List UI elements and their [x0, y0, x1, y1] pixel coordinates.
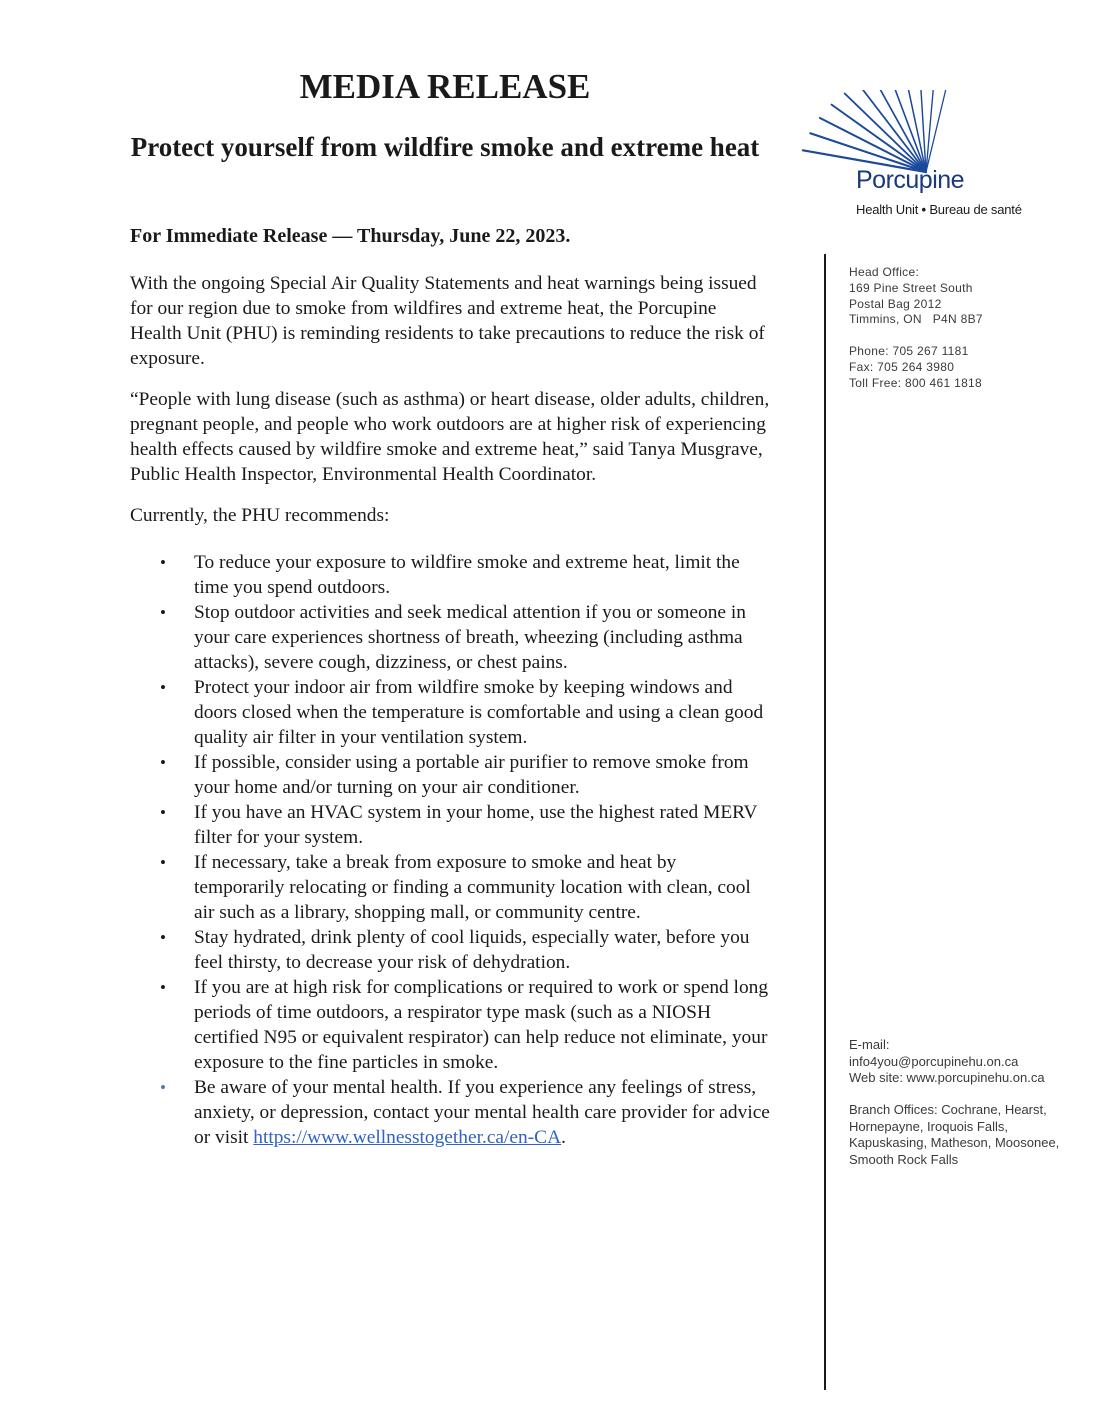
bullet-icon: •: [160, 978, 166, 997]
list-item-end: .: [561, 1127, 566, 1148]
list-item: [130, 600, 770, 675]
address-line: 169 Pine Street South: [849, 280, 973, 295]
bullet-icon: •: [160, 553, 166, 572]
list-item-text: Protect your indoor air from wildfire smoke by keeping windows and doors closed when the temperature is comfortable and using a clean good quality air filter in your ventilation system.: [194, 677, 764, 748]
website[interactable]: Web site: www.porcupinehu.on.ca: [849, 1070, 1045, 1085]
wellness-together-link[interactable]: https://www.wellnesstogether.ca/en-CA: [253, 1127, 562, 1148]
bullet-icon: •: [160, 678, 166, 697]
logo-ray: [832, 105, 926, 172]
list-item: [130, 975, 770, 1075]
email-address[interactable]: info4you@porcupinehu.on.ca: [849, 1053, 1019, 1069]
branch-offices: Branch Offices: Cochrane, Hearst, Hornepayne, Iroquois Falls, Kapuskasing, Matheson, Moosonee, Smooth Rock Falls: [849, 1102, 1060, 1167]
bullet-icon: •: [160, 603, 166, 622]
address-line: Postal Bag 2012: [849, 296, 942, 311]
logo-tagline-french: Bureau de santé: [929, 202, 1022, 217]
list-item: [130, 850, 770, 925]
bullet-icon: •: [160, 928, 166, 947]
list-item-text: Stop outdoor activities and seek medical attention if you or someone in your care experiences shortness of breath, wheezing (including asthma attacks), severe cough, dizziness, or chest pains.: [194, 602, 746, 673]
list-item: [130, 925, 770, 975]
page-title: MEDIA RELEASE: [299, 67, 591, 106]
list-item-text: If you have an HVAC system in your home, use the highest rated MERV filter for your system.: [194, 802, 758, 848]
logo-tagline-english: Health Unit: [856, 202, 919, 217]
porcupine-logo-icon: [778, 90, 1048, 220]
list-item-text: To reduce your exposure to wildfire smoke and extreme heat, limit the time you spend outdoors.: [194, 552, 740, 598]
list-item: [130, 1075, 770, 1150]
head-office-block: [849, 265, 983, 328]
list-item: [130, 550, 770, 600]
head-office-label: Head Office:: [849, 265, 920, 279]
recommendations-intro: Currently, the PHU recommends:: [130, 505, 390, 526]
bullet-icon: •: [160, 753, 166, 772]
list-item-text: Stay hydrated, drink plenty of cool liquids, especially water, before you feel thirsty, to decrease your risk of dehydration.: [194, 927, 750, 973]
list-item-text: If possible, consider using a portable air purifier to remove smoke from your home and/or turning on your air conditioner.: [194, 752, 749, 798]
logo-ray: [926, 90, 934, 172]
address-line: Timmins, ON P4N 8B7: [849, 312, 983, 327]
recommendations-list: [130, 550, 770, 1150]
toll-free-number: Toll Free: 800 461 1818: [849, 375, 982, 390]
bullet-icon: •: [160, 1078, 166, 1097]
list-item-text: Be aware of your mental health. If you experience any feelings of stress, anxiety, or depression, contact your mental health care provider for advice or visit: [194, 1077, 770, 1148]
list-item-text: If necessary, take a break from exposure to smoke and heat by temporarily relocating or finding a community location with clean, cool air such as a library, shopping mall, or community centre.: [194, 852, 751, 923]
fax-number: Fax: 705 264 3980: [849, 359, 955, 374]
list-item-text: If you are at high risk for complications or required to work or spend long periods of time outdoors, a respirator type mask (such as a NIOSH certified N95 or equivalent respirator) can help reduce not eliminate, your exposure to the fine particles in smoke.: [194, 977, 769, 1073]
body-paragraph: With the ongoing Special Air Quality Statements and heat warnings being issued for our region due to smoke from wildfires and extreme heat, the Porcupine Health Unit (PHU) is reminding residents to take precautions to reduce the risk of exposure.: [130, 273, 765, 369]
bullet-icon: •: [160, 853, 166, 872]
list-item: [130, 800, 770, 850]
web-contact-block: [849, 1037, 1045, 1087]
list-item: [130, 750, 770, 800]
email-label: E-mail:: [849, 1037, 890, 1052]
contact-block: [849, 344, 982, 391]
list-item: [130, 675, 770, 750]
sidebar-divider: [824, 254, 826, 1390]
page-subtitle: Protect yourself from wildfire smoke and extreme heat: [130, 132, 760, 162]
logo-tagline-separator: •: [921, 202, 926, 217]
release-body: [130, 271, 770, 1150]
logo-name: Porcupine: [856, 166, 965, 194]
quote-paragraph: “People with lung disease (such as asthma) or heart disease, older adults, children, pregnant people, and people who work outdoors are at higher risk of experiencing health effects caused by wildfire smoke and extreme heat,” said Tanya Musgrave, Public Health Inspector, Environmental Health Coordinator.: [130, 389, 770, 485]
logo-tagline: [856, 202, 1022, 217]
release-date-line: For Immediate Release — Thursday, June 22, 2023.: [130, 225, 571, 247]
bullet-icon: •: [160, 803, 166, 822]
phone-number: Phone: 705 267 1181: [849, 344, 969, 358]
